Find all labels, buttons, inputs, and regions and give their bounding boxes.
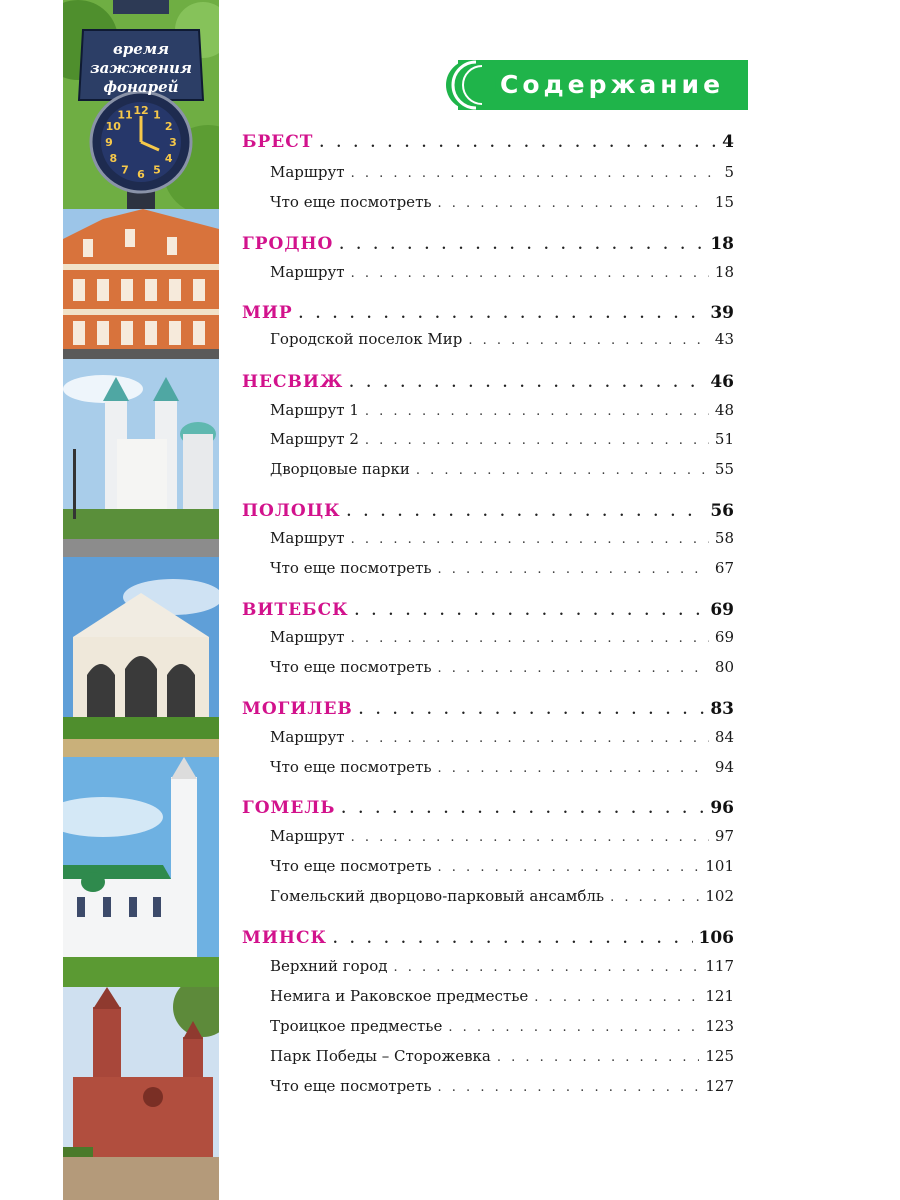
toc-section-title: ГРОДНО <box>242 234 334 254</box>
dot-leader <box>351 830 709 845</box>
toc-section[interactable] <box>242 501 734 527</box>
dot-leader <box>468 333 709 348</box>
toc-entry[interactable] <box>270 529 734 555</box>
dot-leader <box>347 505 705 520</box>
toc-entry-page: 84 <box>714 728 734 746</box>
toc-entry[interactable] <box>270 401 734 427</box>
toc-section-title: БРЕСТ <box>242 132 314 152</box>
toc-section-title: МИР <box>242 303 293 323</box>
dot-leader <box>438 761 709 776</box>
toc-entry-page: 18 <box>714 263 734 281</box>
toc-entry-page: 67 <box>714 559 734 577</box>
toc-section-page: 106 <box>698 928 734 948</box>
dot-leader <box>448 1020 699 1035</box>
toc-section[interactable] <box>242 234 734 260</box>
photo-clock-sign <box>63 0 219 209</box>
dot-leader <box>341 802 704 817</box>
toc-section-page: 4 <box>722 132 734 152</box>
toc-entry[interactable] <box>270 330 734 356</box>
toc-entry-title: Что еще посмотреть <box>270 857 432 875</box>
clock-numeral: 9 <box>105 136 113 149</box>
toc-entry-title: Маршрут <box>270 263 345 281</box>
toc-entry-title: Маршрут <box>270 529 345 547</box>
clock-numeral: 5 <box>153 163 161 177</box>
toc-entry[interactable] <box>270 193 734 219</box>
dot-leader <box>349 376 704 391</box>
dot-leader <box>610 890 699 905</box>
clock-numeral: 10 <box>105 120 121 133</box>
dot-leader <box>351 166 719 181</box>
clock-numeral: 1 <box>153 108 161 122</box>
toc-section-title: МОГИЛЕВ <box>242 699 353 719</box>
toc-entry-page: 102 <box>705 887 734 905</box>
photo-arch <box>63 557 219 757</box>
toc-entry-title: Гомельский дворцово-парковый ансамбль <box>270 887 605 905</box>
clock-numeral: 11 <box>117 108 133 122</box>
photo-grodno-building <box>63 209 219 359</box>
toc-entry[interactable] <box>270 559 734 585</box>
toc-section-page: 69 <box>710 600 734 620</box>
toc-entry-page: 117 <box>705 957 734 975</box>
toc-entry-title: Маршрут <box>270 728 345 746</box>
toc-entry-page: 48 <box>714 401 734 419</box>
toc-entry[interactable] <box>270 263 734 289</box>
dot-leader <box>497 1050 699 1065</box>
toc-section-title: ПОЛОЦК <box>242 501 341 521</box>
clock-numeral: 8 <box>109 152 118 165</box>
toc-entry-title: Что еще посмотреть <box>270 758 432 776</box>
toc-entry-title: Что еще посмотреть <box>270 193 432 211</box>
toc-section-title: НЕСВИЖ <box>242 372 344 392</box>
toc-entry-title: Верхний город <box>270 957 388 975</box>
toc-entry[interactable] <box>270 887 734 913</box>
toc-section[interactable] <box>242 372 734 398</box>
dot-leader <box>351 532 709 547</box>
toc-entry-title: Что еще посмотреть <box>270 559 432 577</box>
toc-section[interactable] <box>242 132 734 158</box>
clock-numeral: 2 <box>164 120 173 133</box>
dot-leader <box>359 703 705 718</box>
toc-entry[interactable] <box>270 758 734 784</box>
toc-section[interactable] <box>242 600 734 626</box>
toc-section[interactable] <box>242 699 734 725</box>
toc-entry-title: Что еще посмотреть <box>270 658 432 676</box>
toc-entry-title: Городской поселок Мир <box>270 330 463 348</box>
toc-entry-page: 51 <box>714 430 734 448</box>
toc-entry[interactable] <box>270 163 734 189</box>
clock-numeral: 6 <box>137 168 145 181</box>
toc-entry[interactable] <box>270 628 734 654</box>
toc-section-title: ВИТЕБСК <box>242 600 349 620</box>
toc-section-page: 46 <box>710 372 734 392</box>
svg-text:время: время <box>112 40 170 58</box>
toc-entry[interactable] <box>270 658 734 684</box>
photo-green-roof-church <box>63 757 219 987</box>
toc-section-page: 39 <box>710 303 734 323</box>
toc-section-page: 56 <box>710 501 734 521</box>
clock-numeral: 3 <box>169 136 177 149</box>
toc-entry[interactable] <box>270 857 734 883</box>
toc-entry-page: 121 <box>705 987 734 1005</box>
dot-leader <box>438 661 709 676</box>
toc-section-page: 18 <box>710 234 734 254</box>
toc-entry-title: Маршрут <box>270 628 345 646</box>
svg-text:фонарей: фонарей <box>103 78 179 96</box>
toc-entry-title: Маршрут 2 <box>270 430 359 448</box>
clock-numeral: 7 <box>121 163 129 177</box>
clock-numeral: 12 <box>133 104 149 117</box>
dot-leader <box>333 932 693 947</box>
toc-entry-page: 43 <box>714 330 734 348</box>
toc-section-page: 83 <box>710 699 734 719</box>
clock-numeral: 4 <box>164 152 173 165</box>
svg-text:зажжения: зажжения <box>90 59 192 77</box>
toc-entry[interactable] <box>270 1047 734 1073</box>
toc-entry-title: Маршрут <box>270 163 345 181</box>
toc-entry-page: 15 <box>714 193 734 211</box>
dot-leader <box>365 404 709 419</box>
dot-leader <box>351 266 709 281</box>
page-title: Содержание <box>499 70 725 99</box>
toc-entry-title: Парк Победы – Сторожевка <box>270 1047 491 1065</box>
toc-entry-page: 80 <box>714 658 734 676</box>
toc-entry-page: 127 <box>705 1077 734 1095</box>
dot-leader <box>355 604 705 619</box>
toc-section-title: МИНСК <box>242 928 327 948</box>
dot-leader <box>438 562 709 577</box>
toc-entry-title: Немига и Раковское предместье <box>270 987 529 1005</box>
toc-entry[interactable] <box>270 460 734 486</box>
toc-entry-title: Что еще посмотреть <box>270 1077 432 1095</box>
toc-section-title: ГОМЕЛЬ <box>242 798 336 818</box>
toc-entry[interactable] <box>270 827 734 853</box>
dot-leader <box>416 463 709 478</box>
toc-section[interactable] <box>242 798 734 824</box>
toc-entry-title: Дворцовые парки <box>270 460 410 478</box>
toc-section[interactable] <box>242 303 734 329</box>
dot-leader <box>319 136 716 151</box>
toc-entry-title: Маршрут 1 <box>270 401 359 419</box>
toc-section[interactable] <box>242 928 734 954</box>
toc-entry-page: 55 <box>714 460 734 478</box>
toc-entry[interactable] <box>270 430 734 456</box>
photo-red-church <box>63 987 219 1200</box>
toc-section-page: 96 <box>710 798 734 818</box>
toc-entry[interactable] <box>270 1077 734 1103</box>
toc-entry-title: Троицкое предместье <box>270 1017 443 1035</box>
toc-entry-page: 94 <box>714 758 734 776</box>
dot-leader <box>393 960 699 975</box>
toc-entry[interactable] <box>270 1017 734 1043</box>
toc-entry-page: 58 <box>714 529 734 547</box>
dot-leader <box>438 196 709 211</box>
photo-strip <box>63 0 219 1200</box>
toc-entry-page: 101 <box>705 857 734 875</box>
toc-entry[interactable] <box>270 728 734 754</box>
dot-leader <box>299 307 705 322</box>
toc-entry-page: 125 <box>705 1047 734 1065</box>
toc-entry-page: 69 <box>714 628 734 646</box>
dot-leader <box>339 238 704 253</box>
dot-leader <box>351 731 709 746</box>
toc-entry[interactable] <box>270 987 734 1013</box>
toc-entry-page: 5 <box>724 163 734 181</box>
toc-header-banner <box>446 60 748 110</box>
dot-leader <box>438 1080 700 1095</box>
toc-entry-page: 97 <box>714 827 734 845</box>
dot-leader <box>438 860 700 875</box>
toc-entry-page: 123 <box>705 1017 734 1035</box>
photo-white-church <box>63 359 219 557</box>
dot-leader <box>351 631 709 646</box>
toc-entry-title: Маршрут <box>270 827 345 845</box>
dot-leader <box>534 990 699 1005</box>
dot-leader <box>365 433 709 448</box>
toc-entry[interactable] <box>270 957 734 983</box>
